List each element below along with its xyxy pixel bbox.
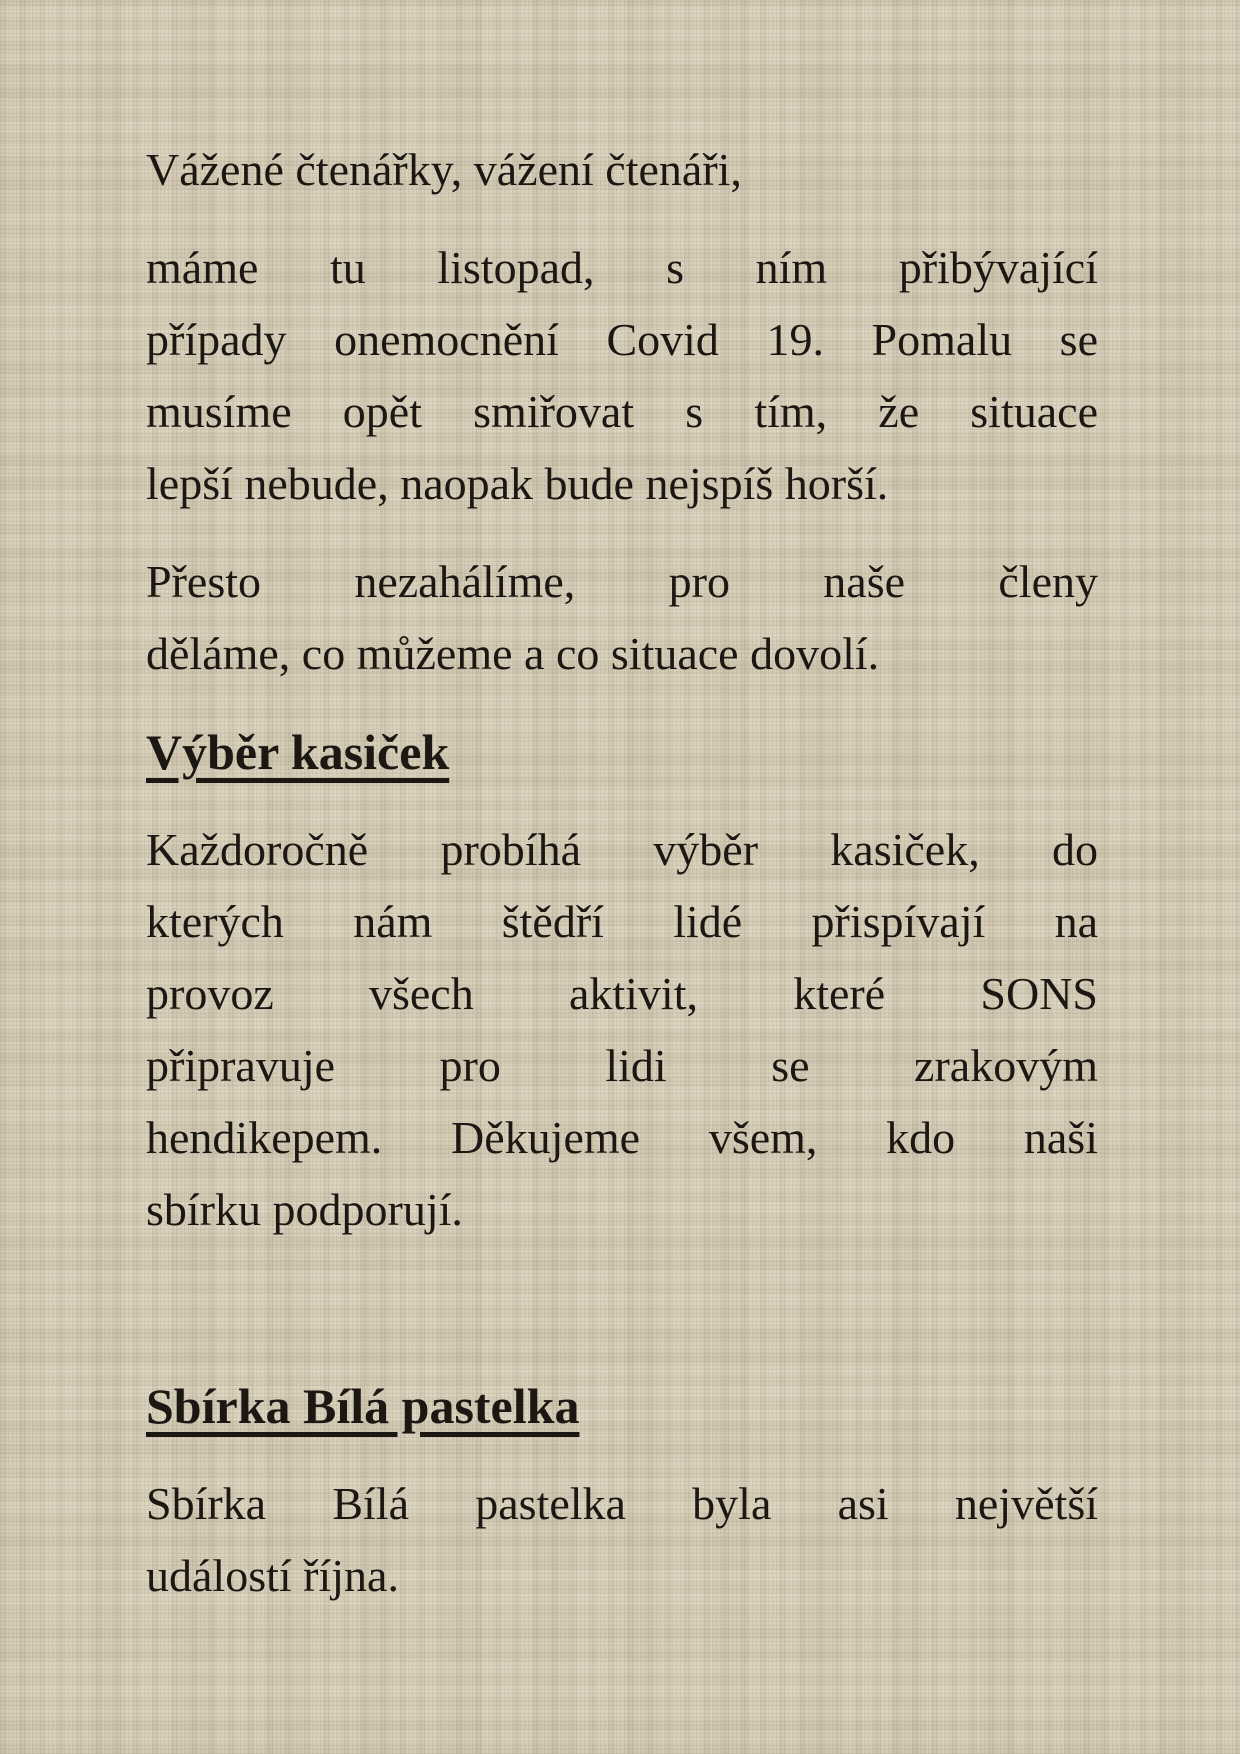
paragraph-line: máme tu listopad, s ním přibývající: [146, 242, 1098, 293]
paragraph-line: připravuje pro lidi se zrakovým: [146, 1040, 1098, 1091]
paragraph-line: Sbírka Bílá pastelka byla asi největší: [146, 1478, 1098, 1529]
empty-line-spacer: [146, 1272, 1098, 1344]
paragraph-line: Přesto nezahálíme, pro naše členy: [146, 556, 1098, 607]
paragraph-line: událostí října.: [146, 1550, 399, 1601]
paragraph-line: hendikepem. Děkujeme všem, kdo naši: [146, 1112, 1098, 1163]
heading-text: Výběr kasiček: [146, 724, 450, 780]
heading-text: Sbírka Bílá pastelka: [146, 1378, 580, 1434]
paragraph-november-covid: [146, 232, 1098, 520]
paragraph-line: musíme opět smiřovat s tím, že situace: [146, 386, 1098, 437]
salutation-line: Vážené čtenářky, vážení čtenáři,: [146, 144, 742, 195]
heading-sbirka-bila-pastelka: [146, 1370, 1098, 1442]
paragraph-line: sbírku podporují.: [146, 1184, 463, 1235]
paragraph-bila-pastelka: [146, 1468, 1098, 1612]
text-column: [146, 134, 1098, 1638]
paragraph-line: provoz všech aktivit, které SONS: [146, 968, 1098, 1019]
paragraph-kasicky: [146, 814, 1098, 1246]
heading-vyber-kasicek: [146, 716, 1098, 788]
paragraph-line: případy onemocnění Covid 19. Pomalu se: [146, 314, 1098, 365]
paragraph-line: lepší nebude, naopak bude nejspíš horší.: [146, 458, 889, 509]
paragraph-line: děláme, co můžeme a co situace dovolí.: [146, 628, 880, 679]
paragraph-line: kterých nám štědří lidé přispívají na: [146, 896, 1098, 947]
paragraph-members: [146, 546, 1098, 690]
paragraph-line: Každoročně probíhá výběr kasiček, do: [146, 824, 1098, 875]
